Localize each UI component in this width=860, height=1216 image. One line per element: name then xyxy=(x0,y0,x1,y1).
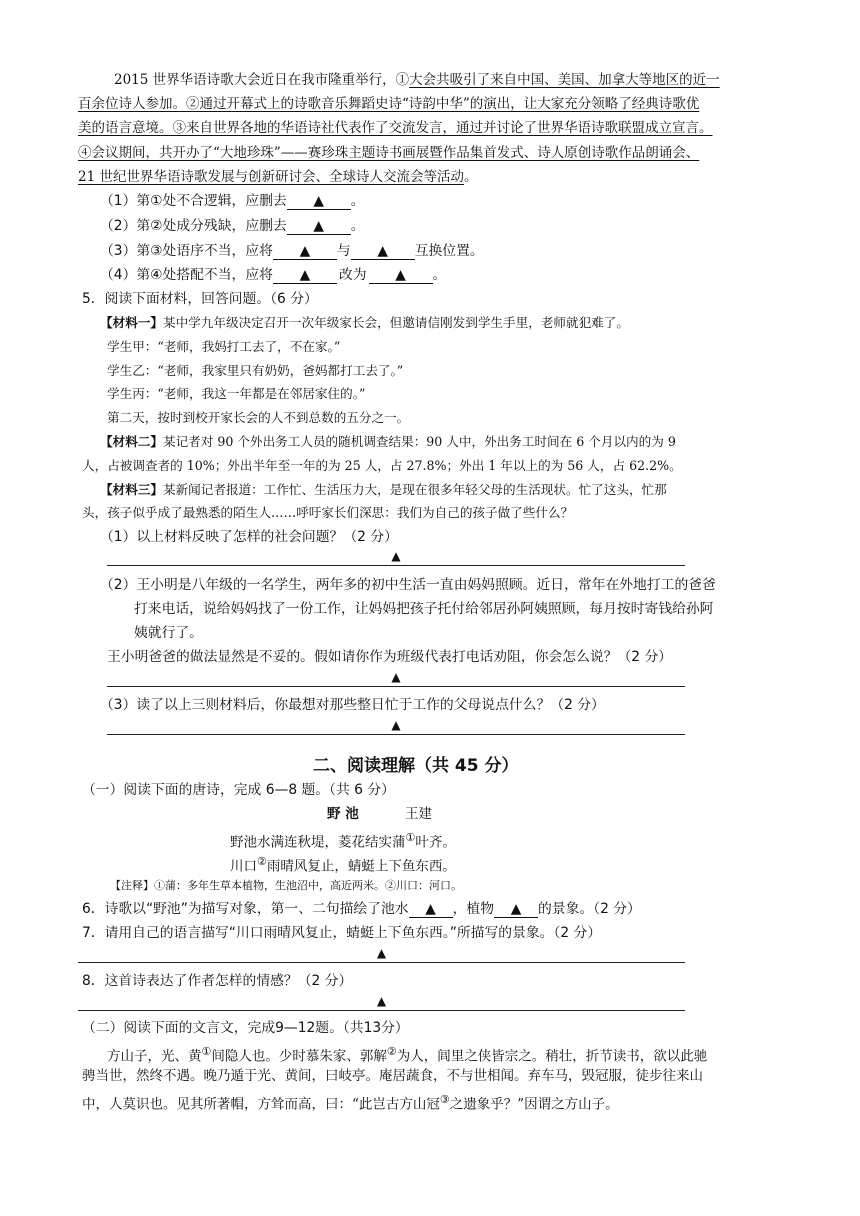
q4-passage-line-5: 21 世纪世界华语诗歌发展与创新研讨会、全球诗人交流会等活动。 xyxy=(78,169,478,185)
q4-passage-line-3: 美的语言意境。③来自世界各地的华语诗社代表作了交流发言，通过并讨论了世界华语诗歌联盟成立宣言。 xyxy=(78,120,713,136)
part-1-heading: （一）阅读下面的唐诗，完成 6—8 题。（共 6 分） xyxy=(82,782,395,798)
answer-blank[interactable]: ▲ xyxy=(287,218,351,235)
q5-sub3: （3）读了以上三则材料后，你最想对那些整日忙于工作的父母说点什么？（2 分） xyxy=(100,697,605,713)
answer-blank[interactable]: ▲ xyxy=(287,193,351,210)
answer-blank[interactable]: ▲ xyxy=(369,267,433,284)
q5-sub1-answer-line[interactable]: ▲ xyxy=(107,547,685,566)
prose-line-2: 骋当世，然终不遇。晚乃遁于光、黄间，曰岐亭。庵居蔬食，不与世相闻。弃车马，毁冠服，徒步往来山 xyxy=(82,1068,703,1084)
q4-passage-line-2: 百余位诗人参加。②通过开幕式上的诗歌音乐舞蹈史诗“诗韵中华”的演出，让大家充分领略了经典诗歌优 xyxy=(78,96,700,112)
q5-sub3-answer-line[interactable]: ▲ xyxy=(107,716,685,735)
q8: 8．这首诗表达了作者怎样的情感？（2 分） xyxy=(82,973,353,989)
poem-line-2: 川口②雨晴风复止，蜻蜓上下鱼东西。 xyxy=(230,855,456,875)
q4-sentence-1: 大会共吸引了来自中国、美国、加拿大等地区的近一 xyxy=(409,72,720,88)
q5-material-2-line-1: 【材料二】某记者对 90 个外出务工人员的随机调查结果：90 人中，外出务工时间在 6 个月以内的为 9 xyxy=(100,434,676,449)
q8-answer-line[interactable]: ▲ xyxy=(78,992,685,1011)
q5-material-2-line-2: 人，占被调查者的 10%；外出半年至一年的为 25 人，占 27.8%；外出 1 年以上的为 56 人，占 62.2%。 xyxy=(82,458,682,473)
q5-sub2-line-2: 打来电话，说给妈妈找了一份工作，让妈妈把孩子托付给邻居孙阿姨照顾，每月按时寄钱给孙阿 xyxy=(134,601,714,617)
answer-blank[interactable]: ▲ xyxy=(273,267,337,284)
q5-sub2-answer-line[interactable]: ▲ xyxy=(107,668,685,687)
poem-line-1: 野池水满连秋堤，菱花结实蒲①叶齐。 xyxy=(230,831,456,851)
q4-sub1: （1）第①处不合逻辑，应删去 ▲ 。 xyxy=(100,193,365,209)
poem-title: 野 池 xyxy=(327,806,359,822)
q5-student-b: 学生乙：“老师，我家里只有奶奶，爸妈都打工去了。” xyxy=(107,363,404,378)
section-title: 二、阅读理解（共 45 分） xyxy=(313,756,519,776)
prose-line-1: 方山子，光、黄①间隐人也。少时慕朱家、郭解②为人，闾里之侠皆宗之。稍壮，折节读书，欲以此驰 xyxy=(107,1045,708,1065)
answer-blank[interactable]: ▲ xyxy=(351,243,415,260)
q5-sub2-line-4: 王小明爸爸的做法显然是不妥的。假如请你作为班级代表打电话劝阻，你会怎么说？（2 分） xyxy=(107,649,673,665)
poem-note: 【注释】①蒲：多年生草本植物，生池沼中，高近两米。②川口：河口。 xyxy=(110,879,462,892)
q4-sub2: （2）第②处成分残缺，应删去 ▲ 。 xyxy=(100,218,365,234)
part-2-heading: （二）阅读下面的文言文，完成9—12题。（共13分） xyxy=(82,1020,409,1036)
poem-header xyxy=(327,804,432,824)
q5-sub2-line-1: （2）王小明是八年级的一名学生，两年多的初中生活一直由妈妈照顾。近日，常年在外地打工的爸爸 xyxy=(100,577,716,593)
q5-material-3-line-1: 【材料三】某新闻记者报道：工作忙、生活压力大，是现在很多年轻父母的生活现状。忙了这头，忙那 xyxy=(100,482,667,497)
q4-passage-line-4: ④会议期间，共开办了“大地珍珠”——赛珍珠主题诗书画展暨作品集首发式、诗人原创诗歌作品朗诵会、 xyxy=(78,145,700,161)
q5-material-1: 【材料一】某中学九年级决定召开一次年级家长会，但邀请信刚发到学生手里，老师就犯难了。 xyxy=(100,315,629,330)
q4-sentence-4-end: 21 世纪世界华语诗歌发展与创新研讨会、全球诗人交流会等活动 xyxy=(78,169,464,185)
q4-passage-text: 2015 世界华语诗歌大会近日在我市隆重举行，① xyxy=(114,72,410,88)
q5-heading: 5．阅读下面材料，回答问题。（6 分） xyxy=(82,291,318,307)
q6: 6．诗歌以“野池”为描写对象，第一、二句描绘了池水 ▲ ，植物 ▲ 的景象。（2 分） xyxy=(82,901,641,917)
q5-next-day: 第二天，按时到校开家长会的人不到总数的五分之一。 xyxy=(107,410,410,425)
q5-sub1: （1）以上材料反映了怎样的社会问题？（2 分） xyxy=(100,529,398,545)
prose-line-3: 中，人莫识也。见其所著帽，方耸而高，曰：“此岂古方山冠③之遗象乎？”因谓之方山子。 xyxy=(82,1093,619,1113)
q5-student-c: 学生丙：“老师，我这一年都是在邻居家住的。” xyxy=(107,386,366,401)
q7: 7．请用自己的语言描写“川口雨晴风复止，蜻蜓上下鱼东西。”所描写的景象。（2 分） xyxy=(82,925,602,941)
q4-sub4: （4）第④处搭配不当，应将 ▲ 改为 ▲ 。 xyxy=(100,267,447,283)
answer-blank[interactable]: ▲ xyxy=(273,243,337,260)
q7-answer-line[interactable]: ▲ xyxy=(78,944,685,963)
poem-author: 王建 xyxy=(405,806,432,822)
q5-student-a: 学生甲：“老师，我妈打工去了，不在家。” xyxy=(107,339,341,354)
q5-material-3-line-2: 头，孩子似乎成了最熟悉的陌生人……呼吁家长们深思：我们为自己的孩子做了些什么？ xyxy=(82,505,574,520)
answer-blank[interactable]: ▲ xyxy=(409,901,453,918)
q4-passage-line-1 xyxy=(114,70,720,90)
q5-sub2-line-3: 姨就行了。 xyxy=(134,625,203,641)
q4-sub3: （3）第③处语序不当，应将 ▲ 与 ▲ 互换位置。 xyxy=(100,243,484,259)
answer-blank[interactable]: ▲ xyxy=(494,901,538,918)
